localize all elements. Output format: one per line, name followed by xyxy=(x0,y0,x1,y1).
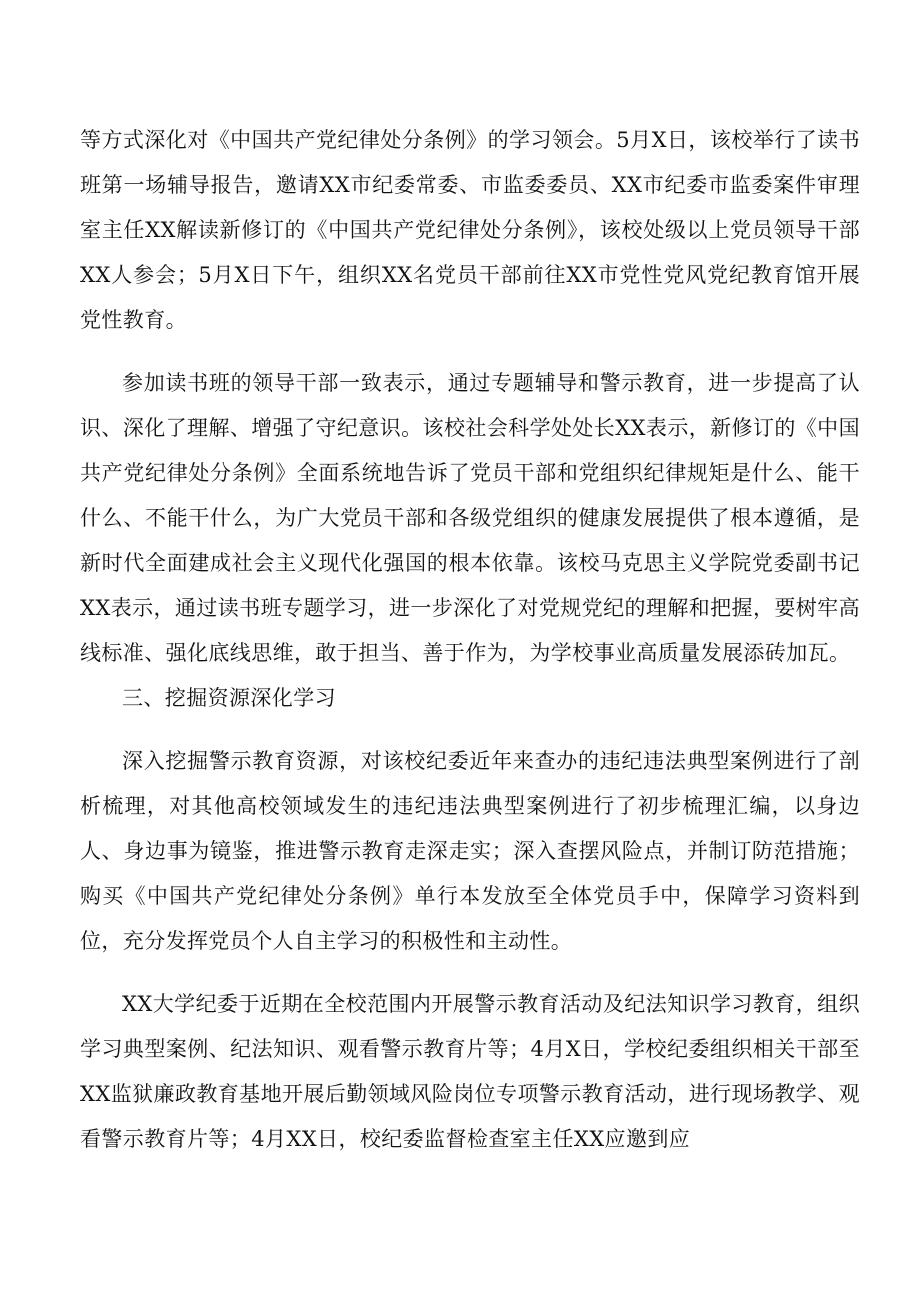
paragraph-university-activities: XX大学纪委于近期在全校范围内开展警示教育活动及纪法知识学习教育，组织学习典型案例、纪法知识、观看警示教育片等；4月X日，学校纪委组织相关干部至XX监狱廉政教育基地开展后勤领域风险岗位专项警示教育活动，进行现场教学、观看警示教育片等；4月XX日，校纪委监督检查室主任XX应邀到应 xyxy=(80,992,860,1151)
paragraph-continued: 等方式深化对《中国共产党纪律处分条例》的学习领会。5月X日，该校举行了读书班第一场辅导报告，邀请XX市纪委常委、市监委委员、XX市纪委市监委案件审理室主任XX解读新修订的《中国共产党纪律处分条例》，该校处级以上党员领导干部XX人参会；5月X日下午，组织XX名党员干部前往XX市党性党风党纪教育馆开展党性教育。 xyxy=(80,128,860,332)
paragraph-reading-class-feedback: 参加读书班的领导干部一致表示，通过专题辅导和警示教育，进一步提高了认识、深化了理解、增强了守纪意识。该校社会科学处处长XX表示，新修订的《中国共产党纪律处分条例》全面系统地告诉了党员干部和党组织纪律规矩是什么、能干什么、不能干什么，为广大党员干部和各级党组织的健康发展提供了根本遵循，是新时代全面建成社会主义现代化强国的根本依靠。该校马克思主义学院党委副书记XX表示，通过读书班专题学习，进一步深化了对党规党纪的理解和把握，要树牢高线标准、强化底线思维，敢于担当、善于作为，为学校事业高质量发展添砖加瓦。 xyxy=(80,371,860,665)
document-page xyxy=(80,118,860,1162)
section-heading: 三、挖掘资源深化学习 xyxy=(122,686,336,710)
paragraph-warning-resources: 深入挖掘警示教育资源，对该校纪委近年来查办的违纪违法典型案例进行了剖析梳理，对其他高校领域发生的违纪违法典型案例进行了初步梳理汇编，以身边人、身边事为镜鉴，推进警示教育走深走实；深入查摆风险点，并制订防范措施；购买《中国共产党纪律处分条例》单行本发放至全体党员手中，保障学习资料到位，充分发挥党员个人自主学习的积极性和主动性。 xyxy=(80,749,860,953)
